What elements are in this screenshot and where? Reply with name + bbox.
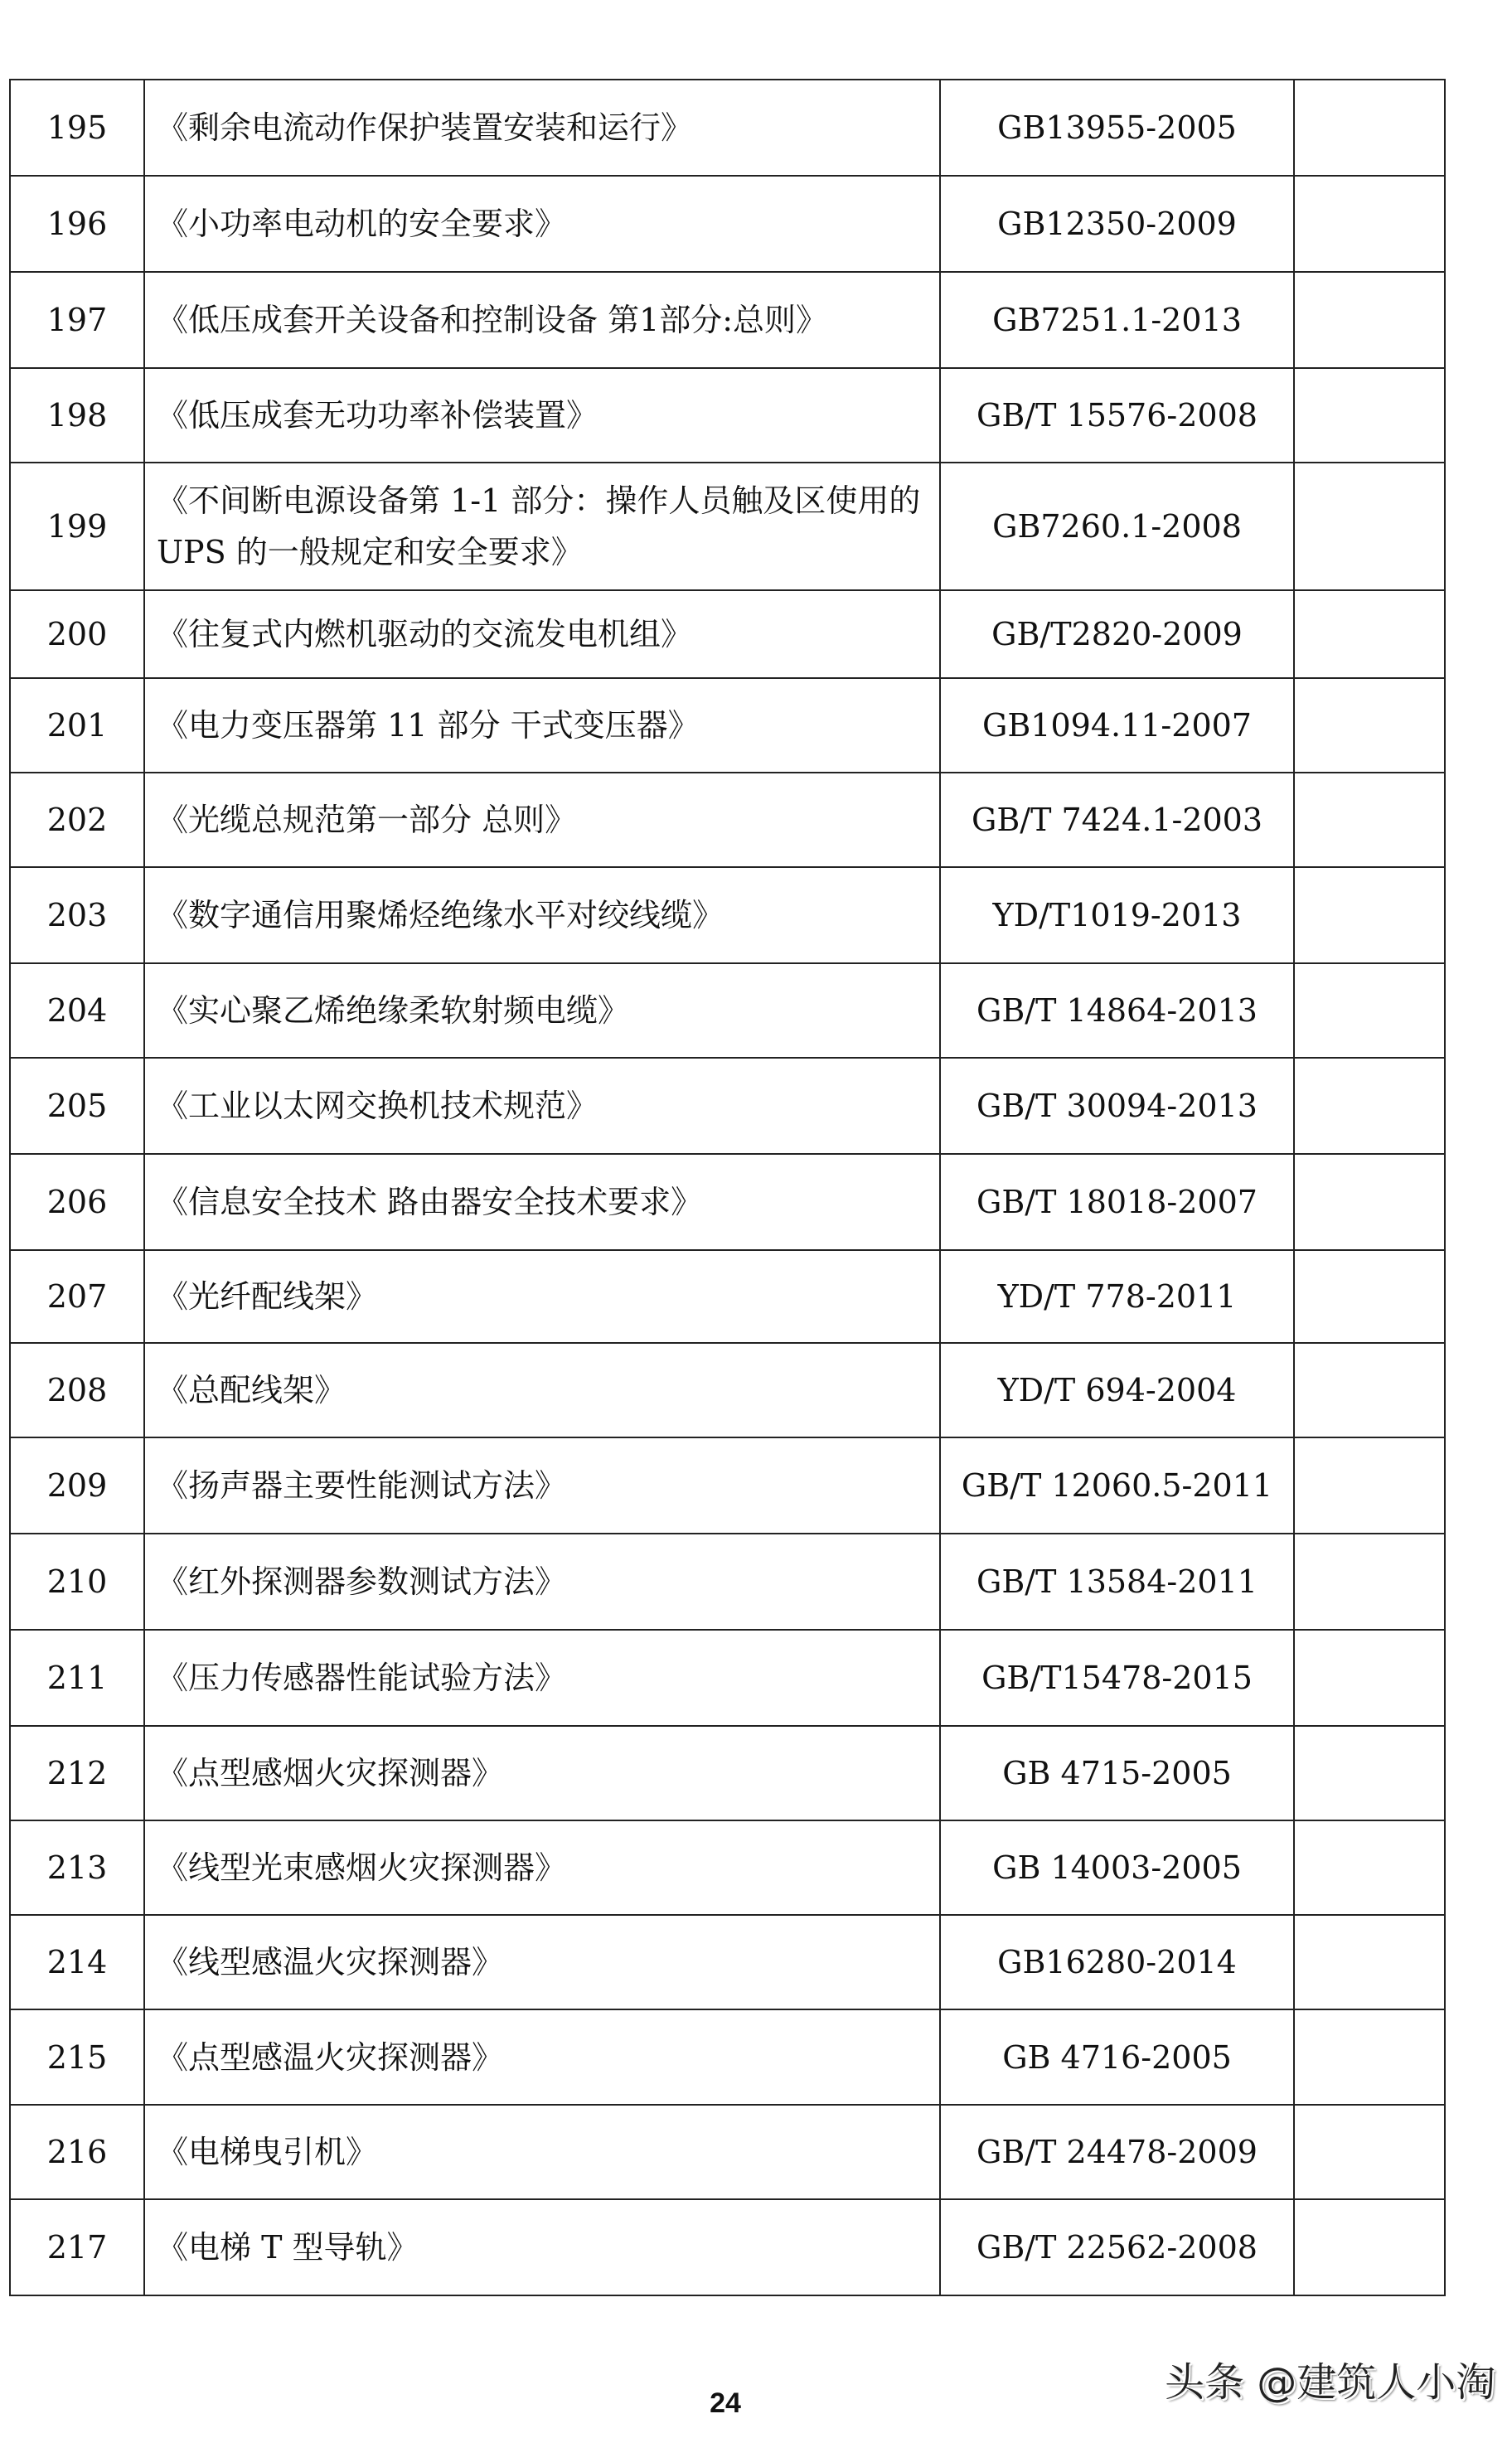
- standard-title: 《电力变压器第 11 部分 干式变压器》: [144, 678, 940, 773]
- table-row: [10, 1630, 1445, 1726]
- table-row: [10, 1915, 1445, 2009]
- standard-title: 《点型感温火灾探测器》: [144, 2009, 940, 2105]
- table-row: [10, 1726, 1445, 1820]
- row-number: 202: [10, 773, 144, 867]
- standard-code: YD/T1019-2013: [940, 867, 1294, 963]
- standard-code: GB 14003-2005: [940, 1820, 1294, 1915]
- table-row: [10, 1154, 1445, 1250]
- standard-title: 《低压成套开关设备和控制设备 第1部分:总则》: [144, 272, 940, 368]
- table-row: [10, 590, 1445, 678]
- row-number: 198: [10, 368, 144, 463]
- empty-cell: [1294, 463, 1445, 590]
- table-row: [10, 1343, 1445, 1437]
- standard-code: GB13955-2005: [940, 80, 1294, 176]
- standard-code: GB1094.11-2007: [940, 678, 1294, 773]
- table-row: [10, 176, 1445, 272]
- empty-cell: [1294, 1915, 1445, 2009]
- standard-title: 《电梯曳引机》: [144, 2105, 940, 2199]
- row-number: 211: [10, 1630, 144, 1726]
- table-row: [10, 1820, 1445, 1915]
- standard-title: 《电梯 T 型导轨》: [144, 2199, 940, 2295]
- standard-code: GB7260.1-2008: [940, 463, 1294, 590]
- standard-title: 《光缆总规范第一部分 总则》: [144, 773, 940, 867]
- empty-cell: [1294, 2199, 1445, 2295]
- table-row: [10, 963, 1445, 1058]
- standard-title: 《点型感烟火灾探测器》: [144, 1726, 940, 1820]
- standard-title: 《剩余电流动作保护装置安装和运行》: [144, 80, 940, 176]
- row-number: 200: [10, 590, 144, 678]
- standard-code: GB/T 22562-2008: [940, 2199, 1294, 2295]
- empty-cell: [1294, 368, 1445, 463]
- empty-cell: [1294, 867, 1445, 963]
- table-row: [10, 2199, 1445, 2295]
- row-number: 201: [10, 678, 144, 773]
- standard-title: 《光纤配线架》: [144, 1250, 940, 1343]
- table-row: [10, 368, 1445, 463]
- empty-cell: [1294, 272, 1445, 368]
- row-number: 217: [10, 2199, 144, 2295]
- empty-cell: [1294, 1726, 1445, 1820]
- standard-code: GB/T 30094-2013: [940, 1058, 1294, 1154]
- standard-title: 《扬声器主要性能测试方法》: [144, 1437, 940, 1534]
- empty-cell: [1294, 678, 1445, 773]
- standard-title: 《总配线架》: [144, 1343, 940, 1437]
- standard-code: GB12350-2009: [940, 176, 1294, 272]
- table-row: [10, 80, 1445, 176]
- empty-cell: [1294, 1437, 1445, 1534]
- standard-code: GB/T 18018-2007: [940, 1154, 1294, 1250]
- table-row: [10, 1534, 1445, 1630]
- row-number: 203: [10, 867, 144, 963]
- standard-title: 《线型感温火灾探测器》: [144, 1915, 940, 2009]
- standard-code: GB16280-2014: [940, 1915, 1294, 2009]
- row-number: 195: [10, 80, 144, 176]
- row-number: 215: [10, 2009, 144, 2105]
- table-row: [10, 1250, 1445, 1343]
- empty-cell: [1294, 80, 1445, 176]
- standard-code: GB/T 24478-2009: [940, 2105, 1294, 2199]
- row-number: 214: [10, 1915, 144, 2009]
- table-row: [10, 272, 1445, 368]
- standard-title: 《线型光束感烟火灾探测器》: [144, 1820, 940, 1915]
- empty-cell: [1294, 1534, 1445, 1630]
- row-number: 208: [10, 1343, 144, 1437]
- standard-code: GB/T15478-2015: [940, 1630, 1294, 1726]
- empty-cell: [1294, 590, 1445, 678]
- standard-code: GB/T 13584-2011: [940, 1534, 1294, 1630]
- table-row: [10, 2105, 1445, 2199]
- standard-title: 《红外探测器参数测试方法》: [144, 1534, 940, 1630]
- empty-cell: [1294, 963, 1445, 1058]
- empty-cell: [1294, 1058, 1445, 1154]
- table-row: [10, 1058, 1445, 1154]
- row-number: 206: [10, 1154, 144, 1250]
- standard-title: 《信息安全技术 路由器安全技术要求》: [144, 1154, 940, 1250]
- row-number: 210: [10, 1534, 144, 1630]
- standard-title: 《低压成套无功功率补偿装置》: [144, 368, 940, 463]
- empty-cell: [1294, 1820, 1445, 1915]
- standard-code: GB7251.1-2013: [940, 272, 1294, 368]
- standard-title: 《小功率电动机的安全要求》: [144, 176, 940, 272]
- empty-cell: [1294, 2105, 1445, 2199]
- table-row: [10, 2009, 1445, 2105]
- standard-title: 《工业以太网交换机技术规范》: [144, 1058, 940, 1154]
- standard-code: GB/T 14864-2013: [940, 963, 1294, 1058]
- standard-code: GB/T 12060.5-2011: [940, 1437, 1294, 1534]
- standard-code: GB/T 7424.1-2003: [940, 773, 1294, 867]
- standard-code: YD/T 694-2004: [940, 1343, 1294, 1437]
- empty-cell: [1294, 176, 1445, 272]
- watermark: 头条 @建筑人小淘: [1165, 2359, 1496, 2406]
- row-number: 216: [10, 2105, 144, 2199]
- row-number: 204: [10, 963, 144, 1058]
- empty-cell: [1294, 1343, 1445, 1437]
- table-row: [10, 1437, 1445, 1534]
- row-number: 207: [10, 1250, 144, 1343]
- standard-title: 《往复式内燃机驱动的交流发电机组》: [144, 590, 940, 678]
- row-number: 212: [10, 1726, 144, 1820]
- standard-title: 《不间断电源设备第 1-1 部分：操作人员触及区使用的 UPS 的一般规定和安全要求》: [144, 463, 940, 590]
- row-number: 209: [10, 1437, 144, 1534]
- page-number: 24: [710, 2387, 741, 2419]
- empty-cell: [1294, 2009, 1445, 2105]
- table-row: [10, 867, 1445, 963]
- standard-title: 《数字通信用聚烯烃绝缘水平对绞线缆》: [144, 867, 940, 963]
- table-row: [10, 678, 1445, 773]
- row-number: 196: [10, 176, 144, 272]
- row-number: 199: [10, 463, 144, 590]
- table-row: [10, 773, 1445, 867]
- row-number: 213: [10, 1820, 144, 1915]
- standard-code: GB 4716-2005: [940, 2009, 1294, 2105]
- standard-code: GB/T 15576-2008: [940, 368, 1294, 463]
- standard-title: 《实心聚乙烯绝缘柔软射频电缆》: [144, 963, 940, 1058]
- standard-title: 《压力传感器性能试验方法》: [144, 1630, 940, 1726]
- empty-cell: [1294, 1630, 1445, 1726]
- empty-cell: [1294, 1154, 1445, 1250]
- standard-code: YD/T 778-2011: [940, 1250, 1294, 1343]
- standards-table: [9, 79, 1446, 2296]
- standard-code: GB/T2820-2009: [940, 590, 1294, 678]
- standard-code: GB 4715-2005: [940, 1726, 1294, 1820]
- row-number: 197: [10, 272, 144, 368]
- empty-cell: [1294, 773, 1445, 867]
- row-number: 205: [10, 1058, 144, 1154]
- table-row: [10, 463, 1445, 590]
- empty-cell: [1294, 1250, 1445, 1343]
